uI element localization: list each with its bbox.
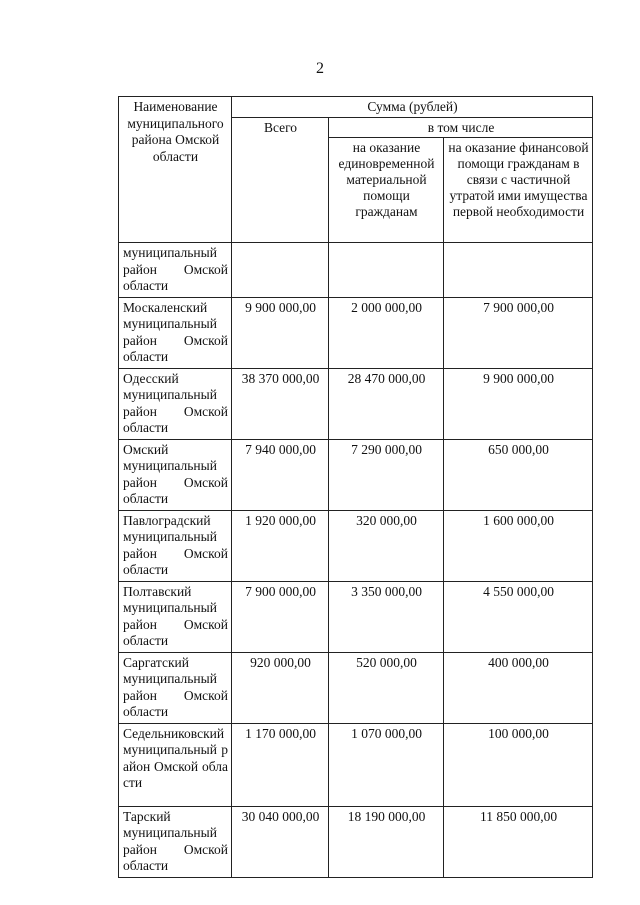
total-cell: 920 000,00 bbox=[232, 652, 329, 723]
material-cell: 1 070 000,00 bbox=[329, 723, 444, 806]
total-cell: 1 170 000,00 bbox=[232, 723, 329, 806]
financial-cell: 4 550 000,00 bbox=[444, 581, 593, 652]
district-name: Седельниковский муниципальный район Омской области bbox=[119, 723, 232, 806]
financial-cell: 1 600 000,00 bbox=[444, 510, 593, 581]
total-cell: 7 900 000,00 bbox=[232, 581, 329, 652]
district-name: Омский муниципальный район Омской области bbox=[119, 439, 232, 510]
material-cell bbox=[329, 243, 444, 298]
table-row bbox=[119, 806, 593, 877]
financial-cell: 7 900 000,00 bbox=[444, 297, 593, 368]
table-row bbox=[119, 652, 593, 723]
table-row bbox=[119, 243, 593, 298]
district-name-continuation: муниципальный район Омской области bbox=[119, 243, 232, 298]
header-sum: Сумма (рублей) bbox=[232, 97, 593, 118]
district-name: Одесский муниципальный район Омской области bbox=[119, 368, 232, 439]
total-cell: 38 370 000,00 bbox=[232, 368, 329, 439]
table-row bbox=[119, 723, 593, 806]
header-district-name: Наименование муниципального района Омской области bbox=[119, 97, 232, 243]
total-cell: 7 940 000,00 bbox=[232, 439, 329, 510]
material-cell: 7 290 000,00 bbox=[329, 439, 444, 510]
material-cell: 520 000,00 bbox=[329, 652, 444, 723]
table-row bbox=[119, 581, 593, 652]
financial-cell: 100 000,00 bbox=[444, 723, 593, 806]
financial-cell: 11 850 000,00 bbox=[444, 806, 593, 877]
financial-cell: 650 000,00 bbox=[444, 439, 593, 510]
header-material-aid: на оказание единовременной материальной помощи гражданам bbox=[329, 138, 444, 243]
header-including: в том числе bbox=[329, 118, 593, 138]
header-total: Всего bbox=[232, 118, 329, 243]
material-cell: 18 190 000,00 bbox=[329, 806, 444, 877]
table-row bbox=[119, 439, 593, 510]
financial-cell: 9 900 000,00 bbox=[444, 368, 593, 439]
district-name: Павлоградский муниципальный район Омской области bbox=[119, 510, 232, 581]
material-cell: 320 000,00 bbox=[329, 510, 444, 581]
material-cell: 3 350 000,00 bbox=[329, 581, 444, 652]
district-name: Москаленский муниципальный район Омской области bbox=[119, 297, 232, 368]
total-cell bbox=[232, 243, 329, 298]
total-cell: 1 920 000,00 bbox=[232, 510, 329, 581]
table-row bbox=[119, 368, 593, 439]
total-cell: 30 040 000,00 bbox=[232, 806, 329, 877]
allocation-table bbox=[118, 96, 593, 878]
table-row bbox=[119, 510, 593, 581]
district-name: Саргатский муниципальный район Омской области bbox=[119, 652, 232, 723]
district-name: Полтавский муниципальный район Омской области bbox=[119, 581, 232, 652]
page-number: 2 bbox=[316, 60, 324, 77]
financial-cell bbox=[444, 243, 593, 298]
financial-cell: 400 000,00 bbox=[444, 652, 593, 723]
district-name: Тарский муниципальный район Омской области bbox=[119, 806, 232, 877]
header-financial-aid: на оказание финансовой помощи гражданам в связи с частичной утратой ими имущества первой необходимости bbox=[444, 138, 593, 243]
total-cell: 9 900 000,00 bbox=[232, 297, 329, 368]
table-row bbox=[119, 297, 593, 368]
material-cell: 28 470 000,00 bbox=[329, 368, 444, 439]
material-cell: 2 000 000,00 bbox=[329, 297, 444, 368]
